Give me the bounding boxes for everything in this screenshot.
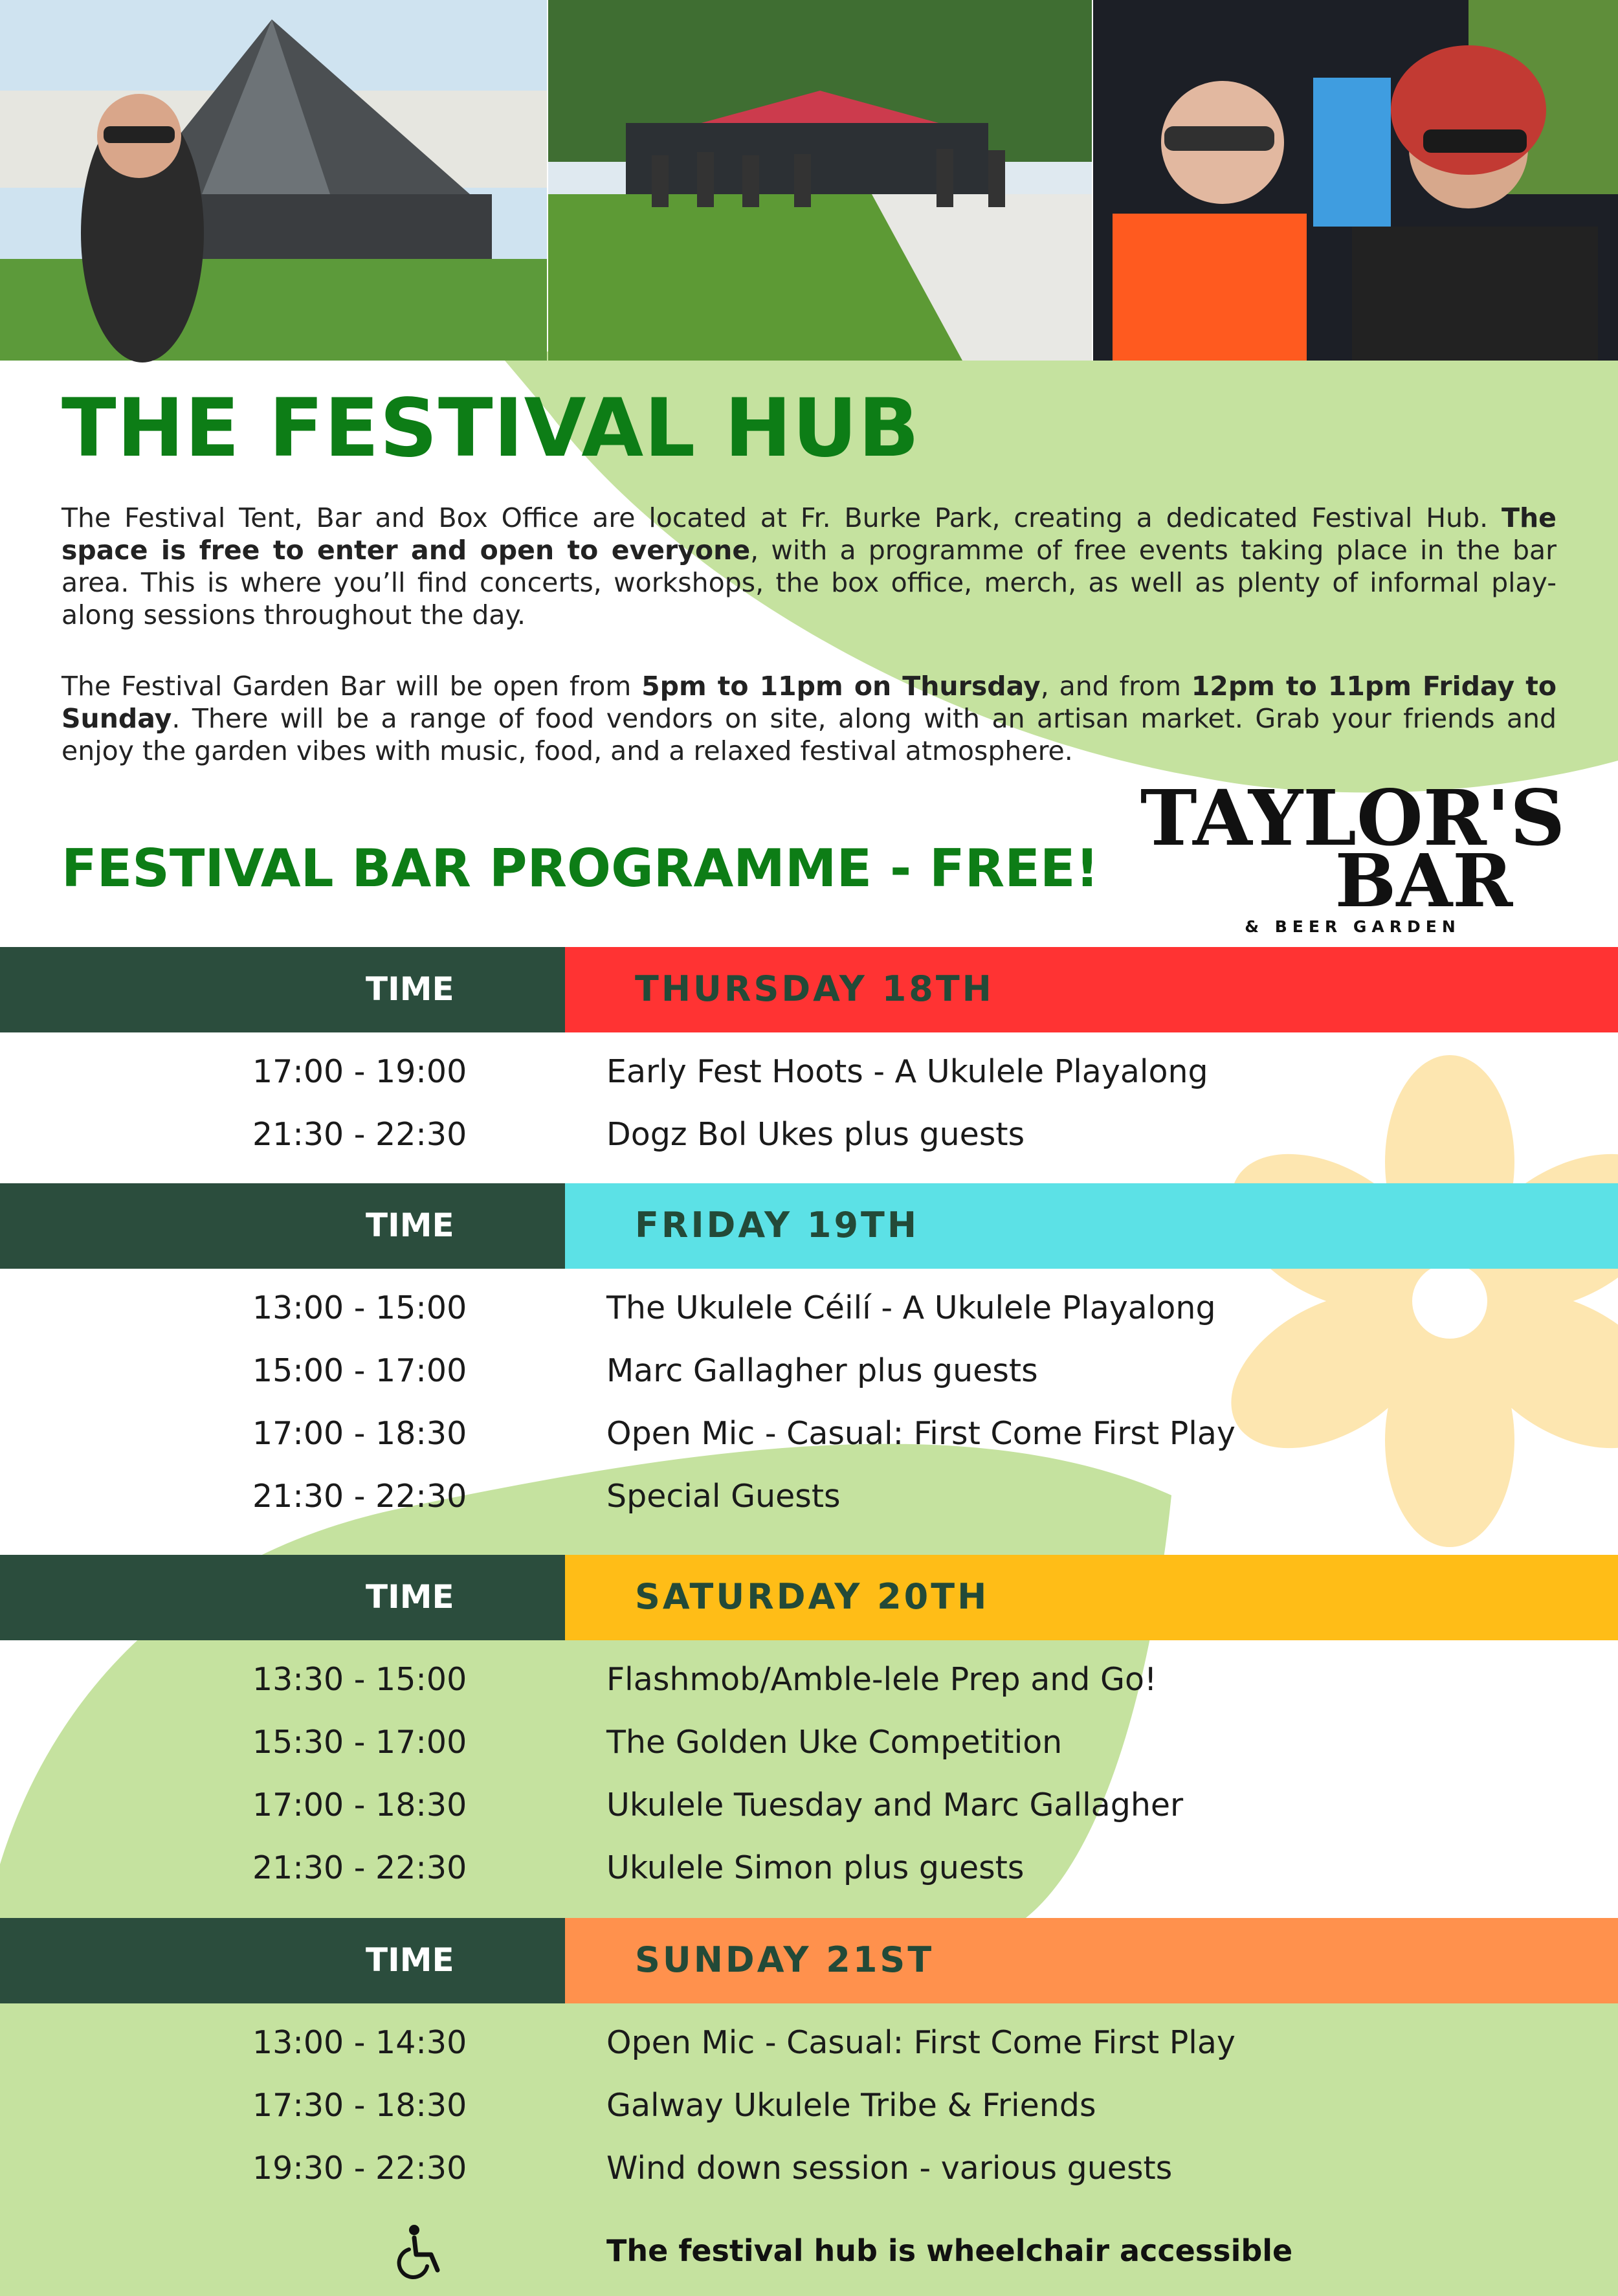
- intro-paragraph: The Festival Tent, Bar and Box Office are located at Fr. Burke Park, creating a dedicated Festival Hub. The space is free to enter and open to everyone, with a programme of free events taking place in the bar area. This is where you’ll find concerts, workshops, the box office, merch, as well as plenty of informal play-along sessions throughout the day.: [61, 502, 1557, 630]
- svg-text:TAYLOR'S: TAYLOR'S: [1140, 773, 1566, 863]
- flower-shape: [1204, 1055, 1618, 1547]
- day-header-saturday: SATURDAY 20TH: [565, 1555, 1618, 1640]
- svg-text:& BEER GARDEN: & BEER GARDEN: [1245, 917, 1461, 936]
- event-time: 13:00 - 14:30: [252, 2024, 467, 2061]
- day-header-thursday: THURSDAY 18TH: [565, 947, 1618, 1032]
- event-title: Open Mic - Casual: First Come First Play: [606, 1415, 1236, 1452]
- programme-heading: FESTIVAL BAR PROGRAMME - FREE!: [61, 838, 1100, 898]
- event-title: Flashmob/Amble-lele Prep and Go!: [606, 1661, 1157, 1698]
- time-header: TIME: [0, 947, 565, 1032]
- event-time: 13:00 - 15:00: [252, 1289, 467, 1326]
- event-time: 17:00 - 19:00: [252, 1053, 467, 1090]
- event-time: 21:30 - 22:30: [252, 1116, 467, 1153]
- event-title: Ukulele Simon plus guests: [606, 1849, 1025, 1886]
- event-title: Wind down session - various guests: [606, 2150, 1173, 2187]
- event-time: 21:30 - 22:30: [252, 1849, 467, 1886]
- svg-text:BAR: BAR: [1335, 839, 1513, 924]
- event-time: 15:30 - 17:00: [252, 1724, 467, 1761]
- event-time: 17:30 - 18:30: [252, 2087, 467, 2124]
- event-time: 17:00 - 18:30: [252, 1787, 467, 1823]
- photo-merch-stall: [1093, 0, 1618, 361]
- photo-garden-crowd: [548, 0, 1092, 361]
- day-header-friday: FRIDAY 19TH: [565, 1183, 1618, 1269]
- event-time: 13:30 - 15:00: [252, 1661, 467, 1698]
- event-time: 15:00 - 17:00: [252, 1352, 467, 1389]
- photo-tent: [0, 0, 547, 361]
- event-time: 21:30 - 22:30: [252, 1478, 467, 1515]
- time-header: TIME: [0, 1555, 565, 1640]
- event-title: Open Mic - Casual: First Come First Play: [606, 2024, 1236, 2061]
- event-title: The Golden Uke Competition: [606, 1724, 1063, 1761]
- event-title: Ukulele Tuesday and Marc Gallagher: [606, 1787, 1184, 1823]
- day-header-sunday: SUNDAY 21ST: [565, 1918, 1618, 2003]
- bar-hours-paragraph: The Festival Garden Bar will be open from 5pm to 11pm on Thursday, and from 12pm to 11pm Friday to Sunday. There will be a range of food vendors on site, along with an artisan market. Grab your friends and enjoy the garden vibes with music, food, and a relaxed festival atmosphere.: [61, 671, 1557, 766]
- time-header: TIME: [0, 1183, 565, 1269]
- event-title: Galway Ukulele Tribe & Friends: [606, 2087, 1096, 2124]
- time-header: TIME: [0, 1918, 565, 2003]
- taylors-bar-logo: [1140, 773, 1566, 936]
- event-title: Marc Gallagher plus guests: [606, 1352, 1038, 1389]
- wheelchair-icon: [395, 2224, 447, 2278]
- accessibility-note: The festival hub is wheelchair accessible: [606, 2233, 1293, 2268]
- event-time: 17:00 - 18:30: [252, 1415, 467, 1452]
- event-time: 19:30 - 22:30: [252, 2150, 467, 2187]
- event-title: Dogz Bol Ukes plus guests: [606, 1116, 1025, 1153]
- event-title: The Ukulele Céilí - A Ukulele Playalong: [606, 1289, 1216, 1326]
- event-title: Special Guests: [606, 1478, 841, 1515]
- event-title: Early Fest Hoots - A Ukulele Playalong: [606, 1053, 1208, 1090]
- page-title: THE FESTIVAL HUB: [61, 382, 920, 475]
